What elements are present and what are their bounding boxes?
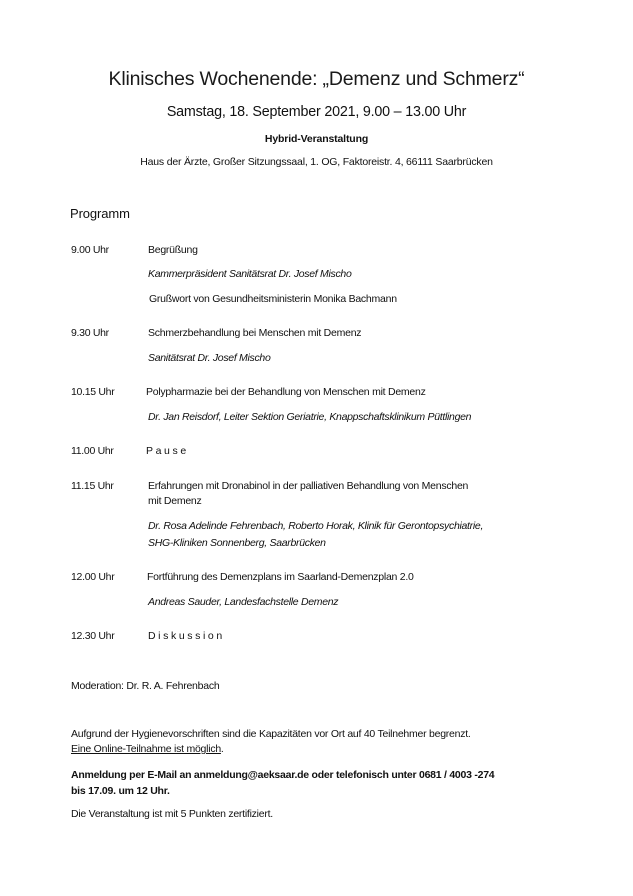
program-time: 12.30 Uhr bbox=[71, 630, 115, 642]
event-date: Samstag, 18. September 2021, 9.00 – 13.00 Uhr bbox=[166, 104, 467, 120]
program-time: 10.15 Uhr bbox=[71, 386, 115, 398]
program-speaker: Dr. Jan Reisdorf, Leiter Sektion Geriatrie, Knappschaftsklinikum Püttlingen bbox=[148, 411, 472, 423]
program-time: 11.00 Uhr bbox=[71, 445, 114, 457]
program-speaker: Andreas Sauder, Landesfachstelle Demenz bbox=[148, 596, 339, 608]
program-topic-line2: mit Demenz bbox=[148, 495, 202, 507]
program-speaker-line1: Dr. Rosa Adelinde Fehrenbach, Roberto Horak, Klinik für Gerontopsychiatrie, bbox=[148, 520, 484, 532]
registration-line1: Anmeldung per E-Mail an anmeldung@aeksaar.de oder telefonisch unter 0681 / 4003 -274 bbox=[71, 769, 495, 781]
program-topic: Polypharmazie bei der Behandlung von Menschen mit Demenz bbox=[146, 386, 426, 398]
program-time: 12.00 Uhr bbox=[71, 571, 115, 583]
online-participation-text: Eine Online-Teilnahme ist möglich bbox=[71, 743, 221, 755]
program-speaker: Sanitätsrat Dr. Josef Mischo bbox=[148, 352, 271, 364]
program-time: 9.30 Uhr bbox=[71, 327, 109, 339]
certification-note: Die Veranstaltung ist mit 5 Punkten zertifiziert. bbox=[71, 808, 273, 820]
program-topic: Fortführung des Demenzplans im Saarland-Demenzplan 2.0 bbox=[147, 571, 414, 583]
program-heading: Programm bbox=[70, 206, 130, 221]
online-punct: . bbox=[220, 743, 224, 755]
program-topic-line1: Erfahrungen mit Dronabinol in der palliativen Behandlung von Menschen bbox=[148, 480, 469, 492]
moderation: Moderation: Dr. R. A. Fehrenbach bbox=[71, 680, 220, 692]
program-topic-diskussion: Diskussion bbox=[148, 630, 225, 642]
event-venue: Haus der Ärzte, Großer Sitzungssaal, 1. OG, Faktoreistr. 4, 66111 Saarbrücken bbox=[140, 156, 493, 168]
program-topic: Schmerzbehandlung bei Menschen mit Demenz bbox=[148, 327, 362, 339]
event-format: Hybrid-Veranstaltung bbox=[264, 133, 369, 145]
online-note bbox=[71, 743, 224, 755]
event-title: Klinisches Wochenende: „Demenz und Schmerz“ bbox=[108, 68, 525, 90]
program-time: 9.00 Uhr bbox=[71, 244, 109, 256]
program-topic: Begrüßung bbox=[148, 244, 198, 256]
registration-line2: bis 17.09. um 12 Uhr. bbox=[71, 785, 170, 797]
program-note: Grußwort von Gesundheitsministerin Monika Bachmann bbox=[149, 293, 397, 305]
program-time: 11.15 Uhr bbox=[71, 480, 114, 492]
program-topic-pause: Pause bbox=[146, 445, 189, 457]
capacity-note: Aufgrund der Hygienevorschriften sind die Kapazitäten vor Ort auf 40 Teilnehmer begrenzt. bbox=[71, 728, 471, 740]
program-speaker: Kammerpräsident Sanitätsrat Dr. Josef Mischo bbox=[148, 268, 352, 280]
program-speaker-line2: SHG-Kliniken Sonnenberg, Saarbrücken bbox=[148, 537, 326, 549]
